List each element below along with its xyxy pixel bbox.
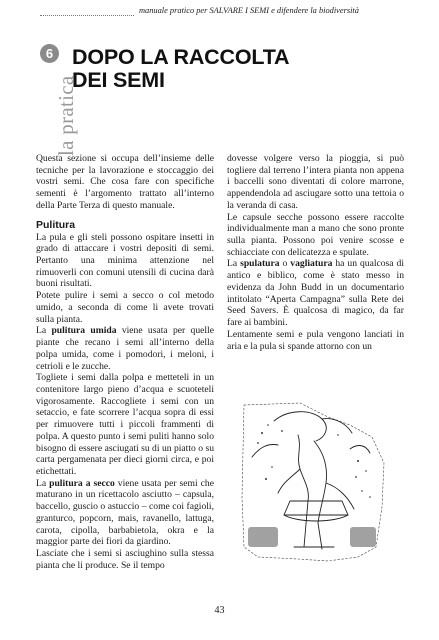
umida-paragraph-1	[36, 325, 214, 372]
chapter-title-line1: DOPO LA RACCOLTA	[72, 45, 290, 69]
lasciate-paragraph-start: Lasciate che i semi si asciughino sulla stessa pianta che li produce. Se il tempo	[36, 548, 214, 571]
umida-post: viene usata per quelle piante che recano i semi all’interno della polpa umida, come i pomodori, i meloni, i cetrioli e le zucche.	[36, 325, 214, 372]
pulitura-paragraph-2: Potete pulire i semi a secco o col metodo umido, a seconda di come li avete trovati sulla pianta.	[36, 290, 214, 325]
side-section-label: la pratica	[54, 75, 78, 156]
lasciate-paragraph-end: dovesse volgere verso la pioggia, si può togliere dal terreno l’intera pianta non appena i baccelli sono diventati di colore marrone, appendendola ad asciugare sotto una tettoia o la veranda di casa.	[227, 153, 404, 211]
text-column-right	[227, 153, 404, 352]
secco-term: pulitura a secco	[49, 477, 115, 489]
running-header: manuale pratico per SALVARE I SEMI e difendere la biodiversità	[139, 6, 359, 15]
lentamente-paragraph: Lentamente semi e pula vengono lanciati in aria e la pula si spande attorno con un	[227, 328, 404, 352]
secco-paragraph	[36, 478, 214, 548]
chapter-title	[72, 46, 289, 92]
text-column-left	[36, 153, 214, 571]
pulitura-paragraph-1: La pula e gli steli possono ospitare insetti in grado di attaccare i vostri depositi di semi. Pertanto una minima attenzione nel rimuoverli con comuni utensili di cucina darà buoni risultati.	[36, 231, 214, 290]
intro-paragraph: Questa sezione si occupa dell’insieme delle tecniche per la lavorazione e stoccaggio dei vostri semi. Che cosa fare con specifiche sementi è l’argomento trattato all’interno della Parte Terza di questo manuale.	[36, 153, 214, 211]
spulatura-mid: o	[279, 258, 291, 270]
secco-post: viene usata per semi che maturano in un ricettacolo asciutto – capsula, baccello, guscio o astuccio – come coi fagioli, granturco, popcorn, mais, ravanello, lattuga, carota, cipolla, barbabietola, okra e la maggior parte dei fiori da giardino.	[36, 477, 214, 548]
section-number-badge: 6	[40, 44, 59, 63]
umida-term: pulitura umida	[51, 325, 117, 337]
secco-pre: La	[36, 477, 50, 489]
chapter-title-line2: DEI SEMI	[72, 68, 165, 92]
umida-pre: La	[36, 325, 52, 337]
capsule-paragraph: Le capsule secche possono essere raccolte individualmente man a mano che sono pronte sulla pianta. Possono poi venire scosse e schiacciate con delicatezza e spulate.	[227, 211, 404, 258]
umida-paragraph-2: Togliete i semi dalla polpa e metteteli in un contenitore largo pieno d’acqua e scuoteteli vigorosamente. Raccogliete i semi con un setaccio, e fate scorrere l’acqua sopra di essi per rimuovere tutti i piccoli frammenti di polpa. A questo punto i semi puliti hanno solo bisogno di essere asciugati su di un piatto o su carta pergamenata per dieci giorni circa, e poi etichettati.	[36, 372, 214, 477]
pulitura-heading: Pulitura	[36, 218, 76, 231]
page-number: 43	[214, 605, 225, 616]
header-dotted-rule	[40, 15, 134, 16]
spulatura-pre: La	[227, 258, 241, 270]
spulatura-paragraph	[227, 258, 404, 328]
spulatura-post: ha un qualcosa di antico e biblico, come è stato messo in evidenza da John Budd in un documentario intitolato “Aperta Campagna” sulla Rete dei Seed Savers. È qualcosa di magico, da far fare ai bambini.	[227, 258, 404, 329]
winnowing-sketch-icon	[238, 397, 388, 565]
spulatura-term: spulatura	[240, 258, 280, 270]
vagliatura-term: vagliatura	[290, 258, 333, 270]
